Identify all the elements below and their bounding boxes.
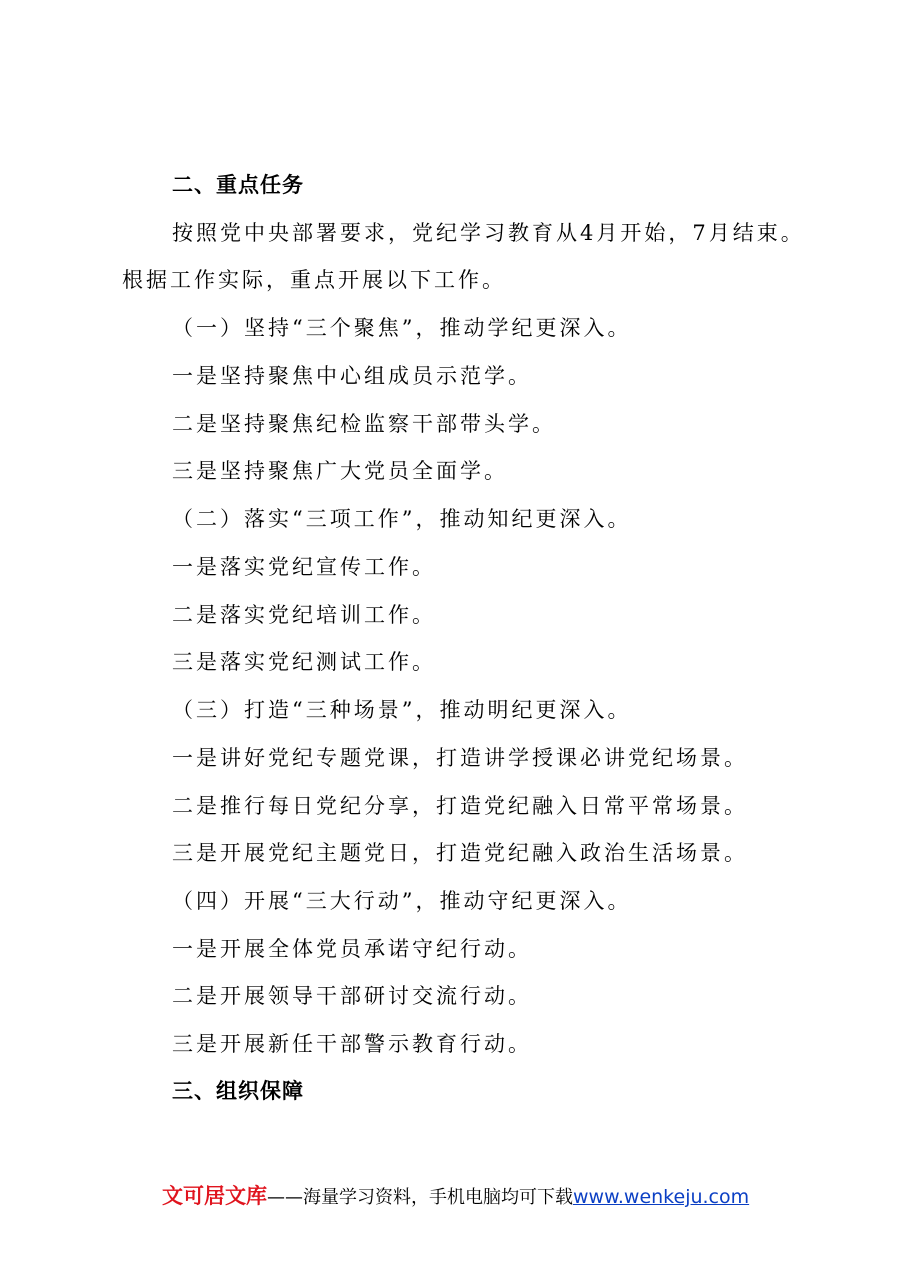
list-item: 一是落实党纪宣传工作。	[172, 555, 436, 579]
footer-slogan: ——海量学习资料，手机电脑均可下载	[267, 1187, 573, 1208]
website-link[interactable]: www.wenkeju.com	[573, 1186, 750, 1208]
section-heading-key-tasks: 二、重点任务	[172, 173, 304, 197]
list-item: 一是讲好党纪专题党课，打造讲学授课必讲党纪场景。	[172, 746, 748, 770]
list-item: 二是坚持聚焦纪检监察干部带头学。	[172, 412, 556, 436]
list-item: 二是推行每日党纪分享，打造党纪融入日常平常场景。	[172, 794, 748, 818]
paragraph-line: 按照党中央部署要求，党纪学习教育从4月开始，7月结束。	[172, 221, 805, 245]
brand-name: 文可居文库	[162, 1184, 267, 1208]
list-item: 一是开展全体党员承诺守纪行动。	[172, 937, 532, 961]
list-item: 一是坚持聚焦中心组成员示范学。	[172, 364, 532, 388]
subheading-4: （四）开展“三大行动”，推动守纪更深入。	[172, 889, 632, 913]
list-item: 二是开展领导干部研讨交流行动。	[172, 984, 532, 1008]
section-heading-org-guarantee: 三、组织保障	[172, 1079, 304, 1103]
subheading-2: （二）落实“三项工作”，推动知纪更深入。	[172, 507, 632, 531]
list-item: 二是落实党纪培训工作。	[172, 603, 436, 627]
list-item: 三是坚持聚焦广大党员全面学。	[172, 459, 508, 483]
subheading-3: （三）打造“三种场景”，推动明纪更深入。	[172, 698, 632, 722]
list-item: 三是开展新任干部警示教育行动。	[172, 1032, 532, 1056]
list-item: 三是落实党纪测试工作。	[172, 650, 436, 674]
paragraph-line: 根据工作实际，重点开展以下工作。	[122, 268, 506, 292]
page-footer	[162, 1182, 749, 1212]
list-item: 三是开展党纪主题党日，打造党纪融入政治生活场景。	[172, 841, 748, 865]
subheading-1: （一）坚持“三个聚焦”，推动学纪更深入。	[172, 316, 632, 340]
